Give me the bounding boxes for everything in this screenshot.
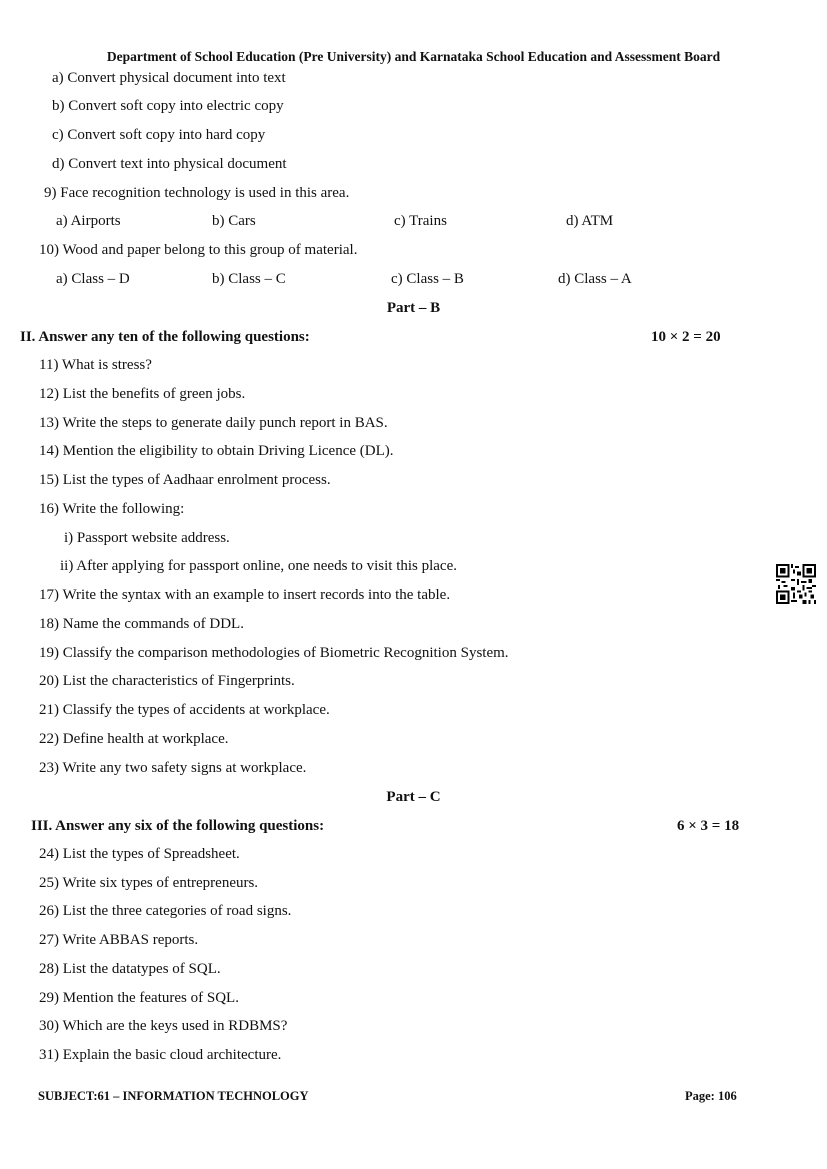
q10-option-b: b) Class – C	[212, 271, 286, 287]
question-18: 18) Name the commands of DDL.	[39, 616, 244, 632]
q9-option-a: a) Airports	[56, 213, 121, 229]
part-c-marks: 6 × 3 = 18	[677, 818, 740, 834]
qr-code-icon	[776, 564, 816, 604]
question-21: 21) Classify the types of accidents at workplace.	[39, 702, 330, 718]
question-11: 11) What is stress?	[39, 357, 152, 373]
q9-option-d: d) ATM	[566, 213, 614, 229]
part-c-title: Part – C	[386, 789, 441, 805]
q10-text: 10) Wood and paper belong to this group of material.	[39, 242, 358, 258]
q10-option-c: c) Class – B	[391, 271, 464, 287]
question-14: 14) Mention the eligibility to obtain Driving Licence (DL).	[39, 443, 394, 459]
q10-option-d: d) Class – A	[558, 271, 632, 287]
question-27: 27) Write ABBAS reports.	[39, 932, 199, 948]
part-b-instruction: II. Answer any ten of the following questions:	[20, 329, 310, 345]
part-c-instruction: III. Answer any six of the following questions:	[31, 818, 325, 834]
q8-option-d: d) Convert text into physical document	[52, 156, 287, 172]
part-b-marks: 10 × 2 = 20	[651, 329, 721, 345]
question-25: 25) Write six types of entrepreneurs.	[39, 875, 259, 891]
question-23: 23) Write any two safety signs at workplace.	[39, 760, 307, 776]
question-16-sub-ii: ii) After applying for passport online, one needs to visit this place.	[60, 558, 458, 574]
question-15: 15) List the types of Aadhaar enrolment process.	[39, 472, 331, 488]
question-19: 19) Classify the comparison methodologies of Biometric Recognition System.	[39, 645, 509, 661]
footer-subject: SUBJECT:61 – INFORMATION TECHNOLOGY	[38, 1089, 309, 1103]
question-31: 31) Explain the basic cloud architecture.	[39, 1047, 282, 1063]
question-16: 16) Write the following:	[39, 501, 185, 517]
question-17: 17) Write the syntax with an example to insert records into the table.	[39, 587, 451, 603]
q9-option-c: c) Trains	[394, 213, 447, 229]
question-22: 22) Define health at workplace.	[39, 731, 229, 747]
question-16-sub-i: i) Passport website address.	[64, 530, 230, 546]
question-12: 12) List the benefits of green jobs.	[39, 386, 246, 402]
question-26: 26) List the three categories of road signs.	[39, 903, 292, 919]
question-20: 20) List the characteristics of Fingerprints.	[39, 673, 295, 689]
q10-option-a: a) Class – D	[56, 271, 130, 287]
q9-option-b: b) Cars	[212, 213, 256, 229]
question-13: 13) Write the steps to generate daily punch report in BAS.	[39, 415, 388, 431]
q9-text: 9) Face recognition technology is used in this area.	[44, 185, 350, 201]
q8-option-c: c) Convert soft copy into hard copy	[52, 127, 266, 143]
footer-page-number: Page: 106	[685, 1089, 737, 1103]
part-b-title: Part – B	[386, 300, 441, 316]
page-header: Department of School Education (Pre University) and Karnataka School Education and Assessment Board	[106, 49, 721, 64]
q8-option-a: a) Convert physical document into text	[52, 70, 286, 86]
question-24: 24) List the types of Spreadsheet.	[39, 846, 240, 862]
question-30: 30) Which are the keys used in RDBMS?	[39, 1018, 288, 1034]
question-29: 29) Mention the features of SQL.	[39, 990, 239, 1006]
question-28: 28) List the datatypes of SQL.	[39, 961, 221, 977]
q8-option-b: b) Convert soft copy into electric copy	[52, 98, 284, 114]
